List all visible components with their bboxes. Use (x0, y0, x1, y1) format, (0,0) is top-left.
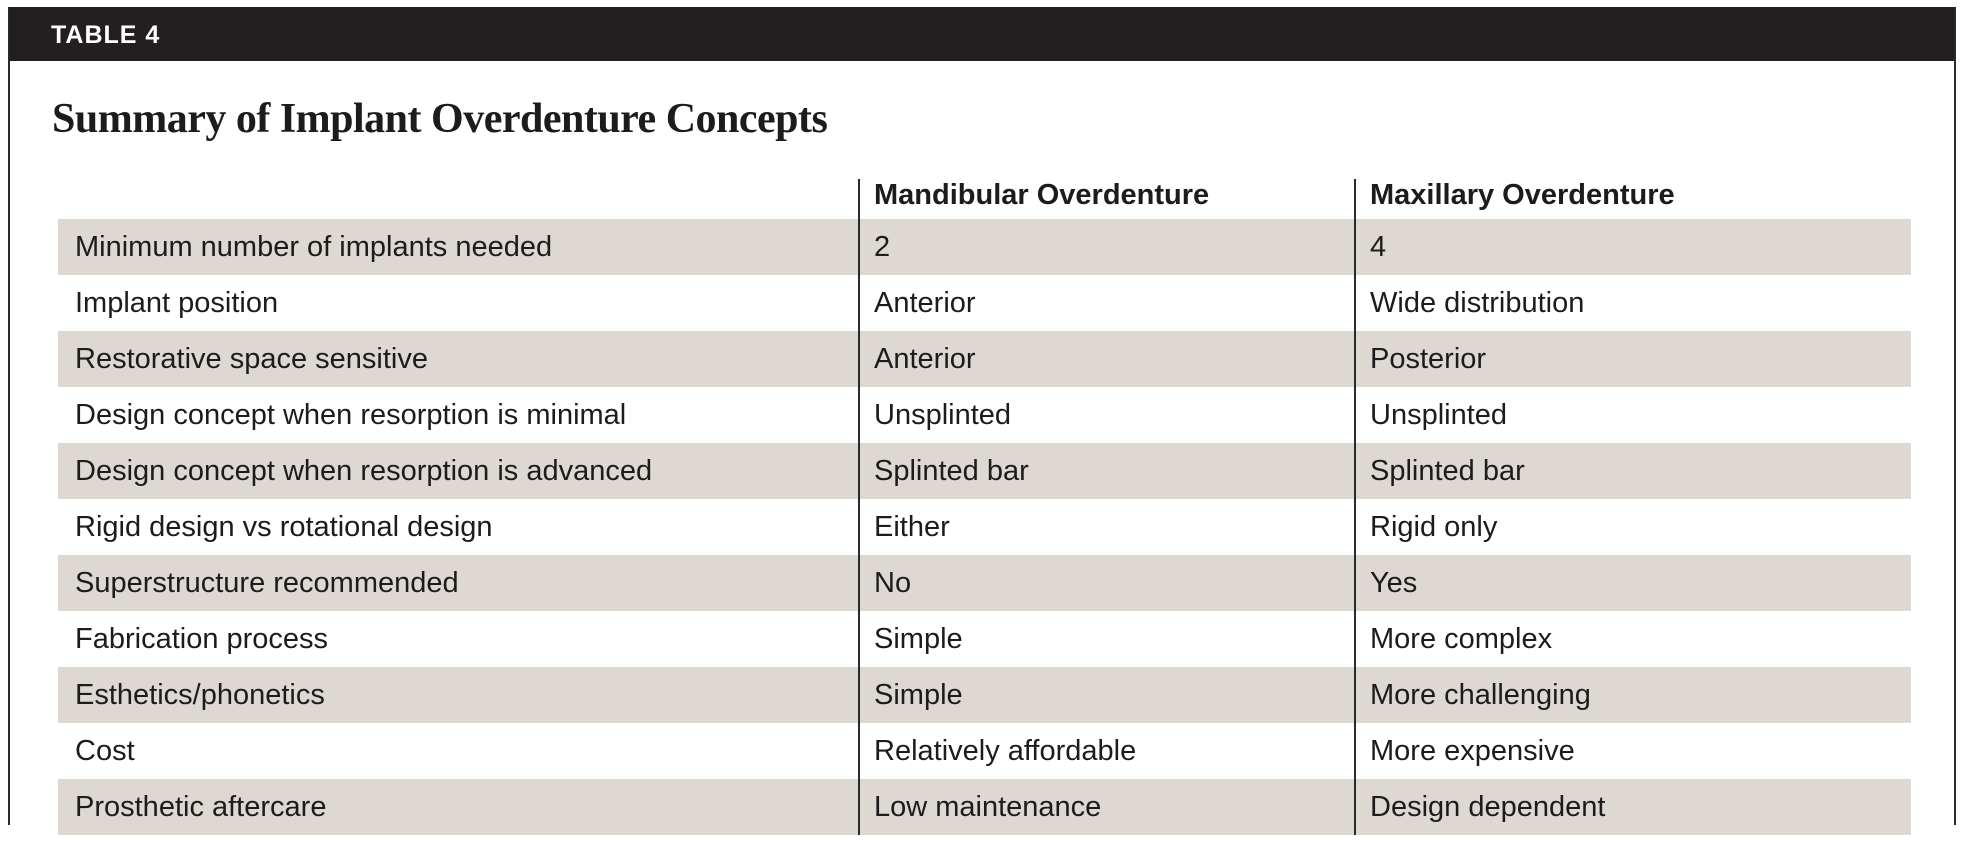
table-header-row (58, 179, 1911, 219)
table-row (58, 275, 1911, 331)
maxillary-value: Splinted bar (1354, 443, 1911, 499)
maxillary-value: 4 (1354, 219, 1911, 275)
mandibular-value: Unsplinted (858, 387, 1354, 443)
header-cell-empty (58, 179, 858, 219)
mandibular-value: 2 (858, 219, 1354, 275)
row-label: Superstructure recommended (75, 566, 459, 599)
table-label: TABLE 4 (51, 21, 161, 49)
table-row (58, 443, 1911, 499)
maxillary-value: Rigid only (1354, 499, 1911, 555)
table-row (58, 779, 1911, 835)
table-row (58, 611, 1911, 667)
maxillary-value: More expensive (1354, 723, 1911, 779)
table-row (58, 555, 1911, 611)
mandibular-value: Splinted bar (858, 443, 1354, 499)
mandibular-value: Anterior (858, 275, 1354, 331)
maxillary-value: Wide distribution (1354, 275, 1911, 331)
maxillary-value: More challenging (1354, 667, 1911, 723)
row-label: Rigid design vs rotational design (75, 510, 493, 543)
mandibular-value: Anterior (858, 331, 1354, 387)
row-label: Esthetics/phonetics (75, 678, 325, 711)
mandibular-value: Either (858, 499, 1354, 555)
row-label: Prosthetic aftercare (75, 790, 327, 823)
header-cell-maxillary: Maxillary Overdenture (1354, 179, 1911, 219)
table-row (58, 219, 1911, 275)
table-row (58, 499, 1911, 555)
maxillary-value: More complex (1354, 611, 1911, 667)
table-label-bar (10, 7, 1954, 61)
table-row (58, 723, 1911, 779)
table-title: Summary of Implant Overdenture Concepts (52, 96, 828, 142)
mandibular-value: Simple (858, 611, 1354, 667)
row-label: Fabrication process (75, 622, 329, 655)
maxillary-value: Design dependent (1354, 779, 1911, 835)
row-label: Design concept when resorption is minimal (75, 398, 627, 431)
row-label: Minimum number of implants needed (75, 230, 553, 263)
table-row (58, 331, 1911, 387)
maxillary-value: Yes (1354, 555, 1911, 611)
header-cell-mandibular: Mandibular Overdenture (858, 179, 1354, 219)
row-label: Design concept when resorption is advanced (75, 454, 653, 487)
table-row (58, 667, 1911, 723)
mandibular-value: Low maintenance (858, 779, 1354, 835)
maxillary-value: Unsplinted (1354, 387, 1911, 443)
concepts-table (58, 179, 1911, 835)
mandibular-value: No (858, 555, 1354, 611)
table-row (58, 387, 1911, 443)
maxillary-value: Posterior (1354, 331, 1911, 387)
table-figure (8, 7, 1956, 825)
row-label: Implant position (75, 286, 279, 319)
row-label: Restorative space sensitive (75, 342, 428, 375)
mandibular-value: Relatively affordable (858, 723, 1354, 779)
row-label: Cost (75, 734, 135, 767)
mandibular-value: Simple (858, 667, 1354, 723)
